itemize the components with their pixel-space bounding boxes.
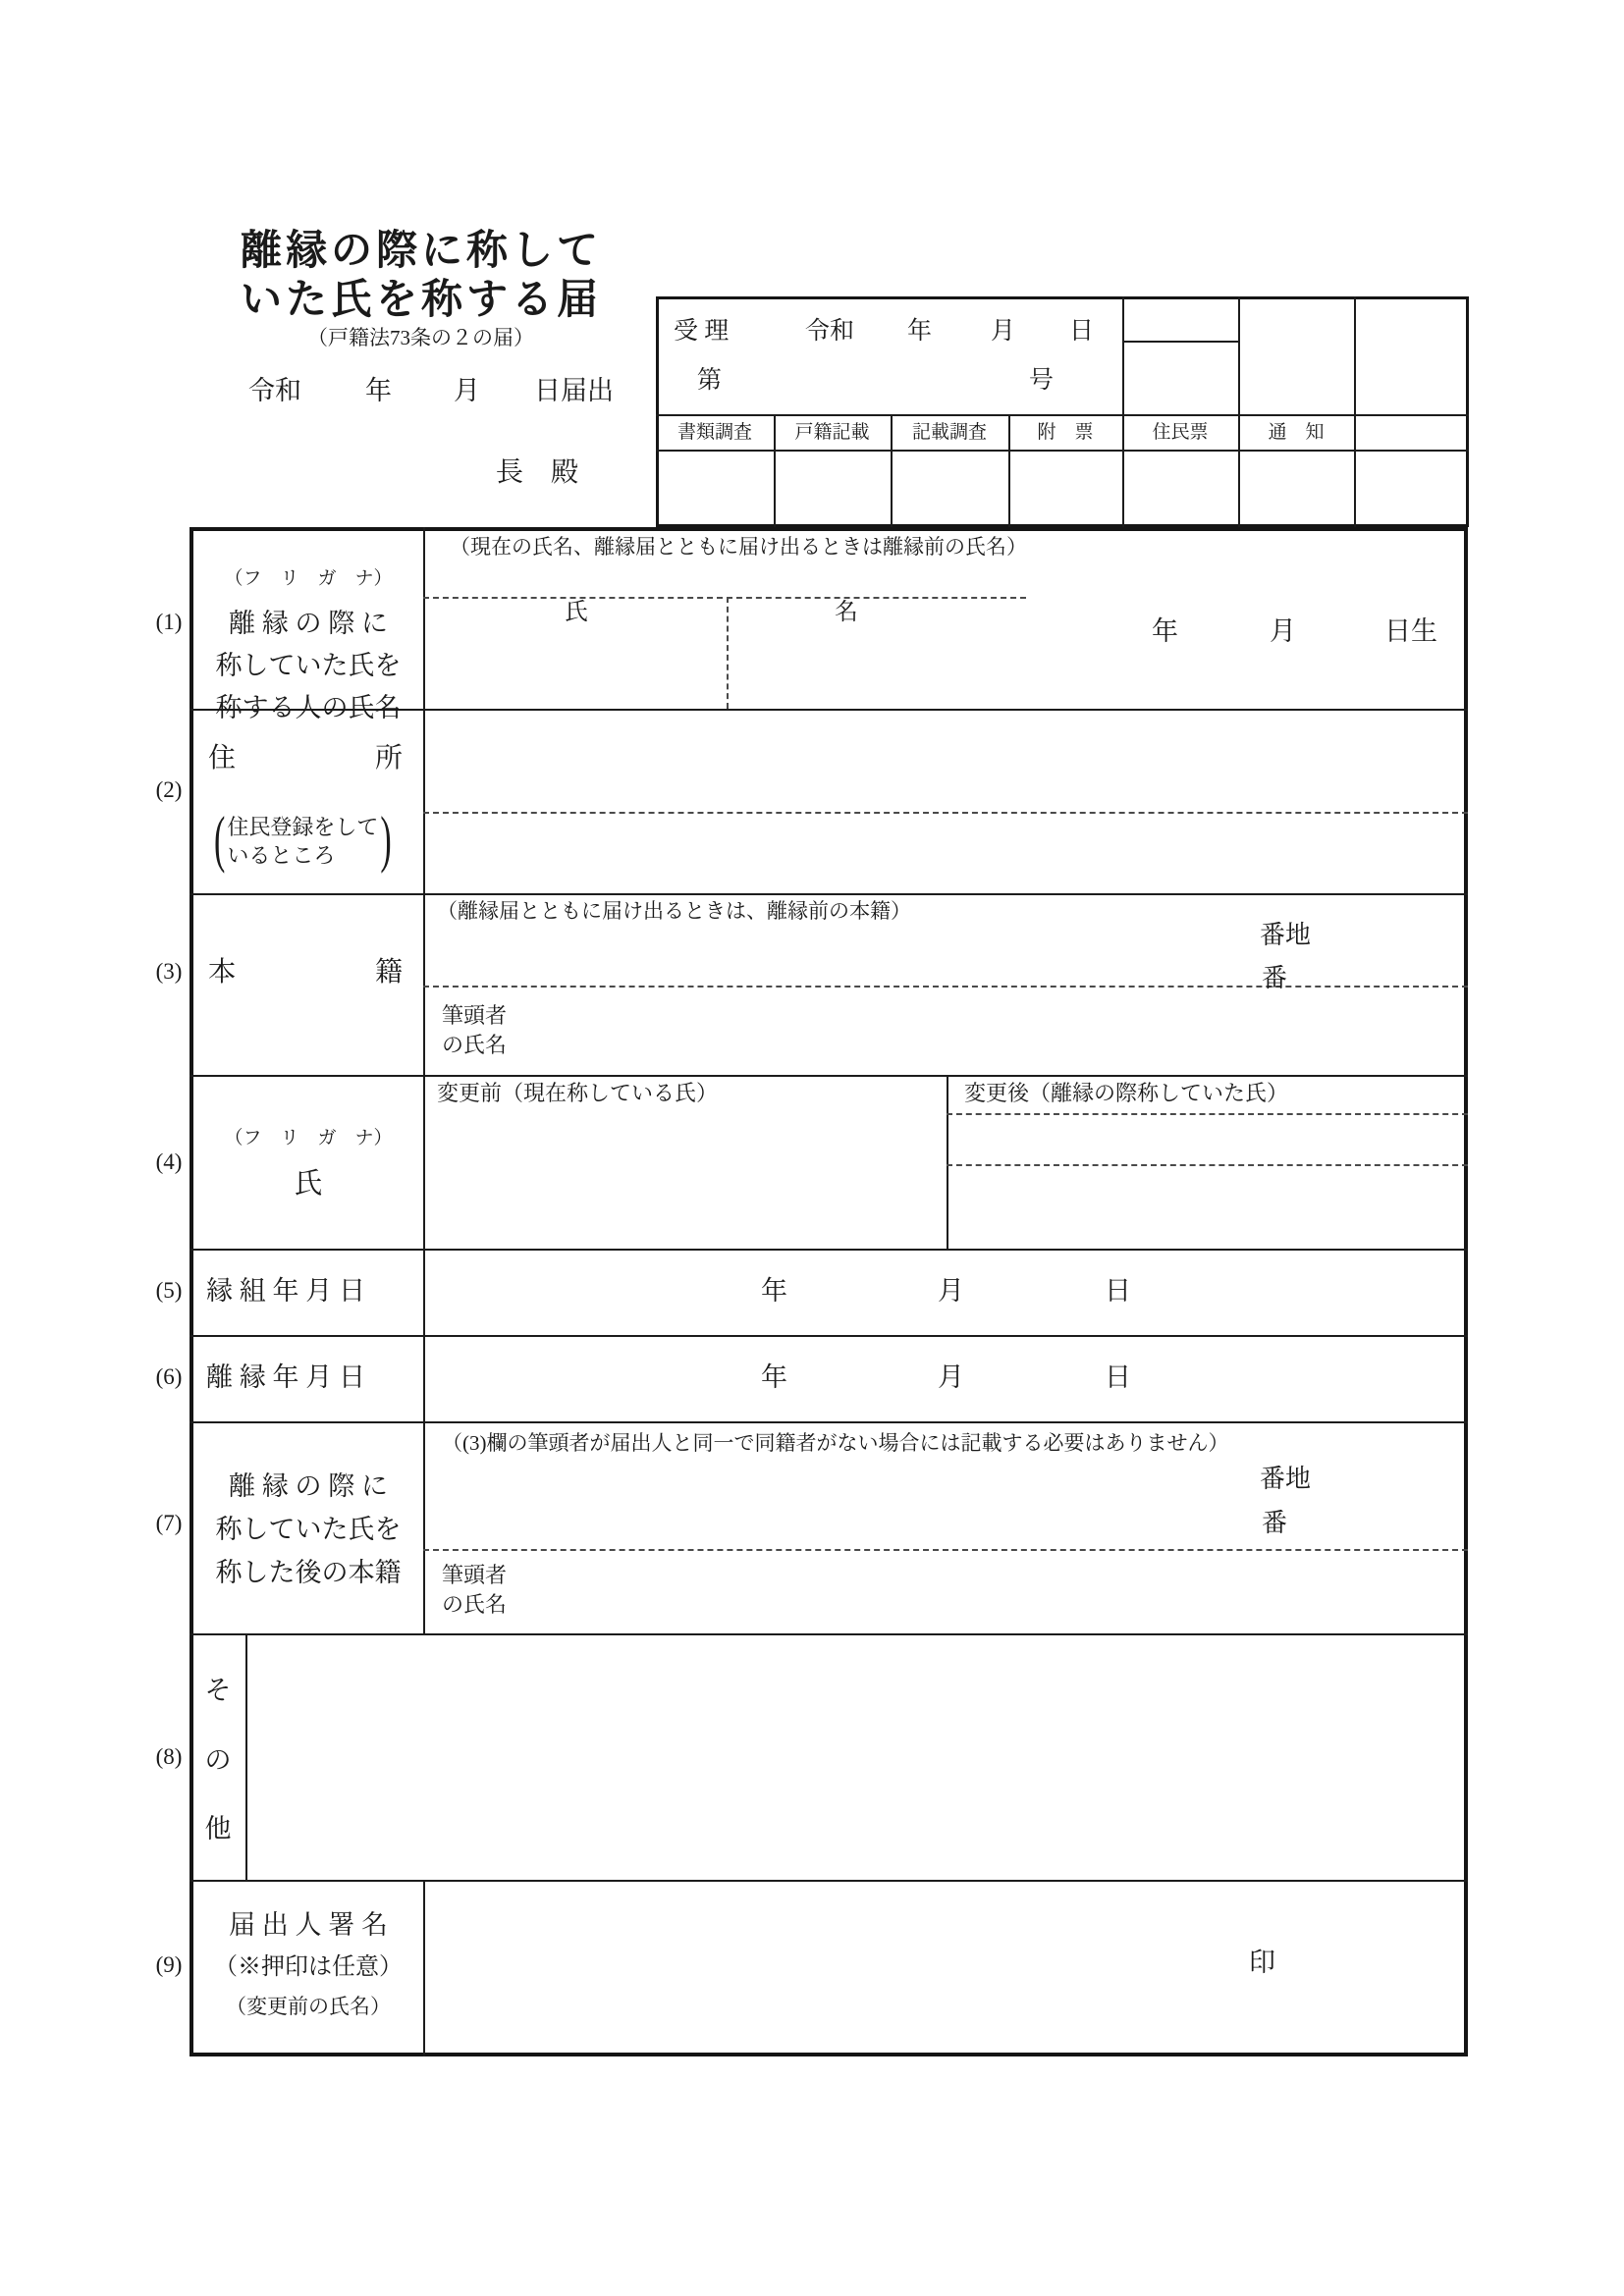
new-honseki-dashed-line (423, 1549, 1468, 1551)
row5-label: 縁 組 年 月 日 (206, 1276, 365, 1306)
birth-day-label: 日生 (1384, 616, 1437, 646)
given-name-field[interactable] (731, 628, 1026, 705)
honseki-dashed-line (423, 986, 1468, 988)
row3-ban-label: 番 (1262, 964, 1288, 992)
grid-line (189, 893, 1468, 895)
row7-ban-label: 番 (1262, 1509, 1288, 1537)
receipt-accept-label: 受 理 (674, 318, 730, 345)
seal-mark-label: 印 (1249, 1948, 1275, 1977)
grid-line (1122, 341, 1238, 343)
surname-before-field[interactable] (427, 1114, 943, 1242)
row7-note: （(3)欄の筆頭者が届出人と同一で同籍者がない場合には記載する必要はありません） (442, 1431, 1229, 1455)
furigana-label: （フ リ ガ ナ） (224, 1128, 393, 1148)
row7-label-line3: 称した後の本籍 (215, 1558, 402, 1587)
adoption-date-field[interactable] (427, 1253, 751, 1331)
row1-note: （現在の氏名、離縁届とともに届け出るときは離縁前の氏名） (450, 535, 1027, 559)
row-number-4: (4) (155, 1149, 183, 1174)
row1-label-line1: 離 縁 の 際 に (229, 609, 388, 638)
grid-line (1122, 296, 1124, 527)
paren-close: ) (380, 805, 392, 876)
row3-head-of-family-label (442, 1001, 507, 1060)
row-number-1: (1) (155, 610, 183, 634)
row-number-8: (8) (155, 1744, 183, 1769)
address-field[interactable] (427, 713, 1464, 889)
address-label-a: 住 (208, 743, 237, 774)
row-number-3: (3) (155, 959, 183, 984)
grid-line (189, 1880, 1468, 1882)
stamp-col-notice: 通 知 (1268, 422, 1325, 443)
receipt-number-suffix: 号 (1029, 367, 1055, 394)
row3-label-honseki (208, 950, 403, 989)
signature-label: 届 出 人 署 名 (229, 1910, 388, 1940)
row7-label-line1: 離 縁 の 際 に (229, 1471, 388, 1501)
name-split-dashed-line (423, 597, 1026, 599)
row7-head-of-family-label (442, 1561, 507, 1620)
new-head-of-family-field[interactable] (569, 1556, 1453, 1625)
row-number-6: (6) (155, 1364, 183, 1389)
grid-line (656, 450, 1469, 452)
date-month-label: 月 (454, 376, 480, 405)
row5-month-label: 月 (938, 1276, 964, 1306)
surname-given-dashed-divider (727, 597, 729, 709)
row7-label-line2: 称していた氏を (215, 1515, 402, 1544)
grid-line (1354, 296, 1356, 527)
birth-date-field[interactable] (1041, 604, 1149, 658)
row6-label: 離 縁 年 月 日 (206, 1362, 365, 1392)
head-of-family-field[interactable] (569, 996, 1453, 1065)
stamp-col-entry-check: 記載調査 (911, 422, 987, 443)
row3-note: （離縁届とともに届け出るときは、離縁前の本籍） (437, 899, 911, 923)
receipt-day-label: 日 (1069, 318, 1095, 345)
row-number-7: (7) (155, 1511, 183, 1535)
row1-label (193, 603, 423, 729)
grid-line (423, 527, 425, 1633)
furigana-label: （フ リ ガ ナ） (224, 568, 393, 589)
address-label-b: 所 (374, 743, 403, 774)
receipt-year-label: 年 (907, 318, 933, 345)
paren-open: ( (214, 805, 226, 876)
given-name-label: 名 (835, 600, 858, 625)
row6-year-label: 年 (761, 1362, 787, 1392)
row-number-2: (2) (155, 777, 183, 802)
grid-line (423, 1880, 425, 2056)
date-year-label: 年 (365, 376, 392, 405)
form-subtitle: （戸籍法73条の２の届） (307, 326, 534, 349)
stamp-col-fuhyo: 附 票 (1037, 422, 1094, 443)
grid-line (947, 1075, 948, 1249)
new-honseki-field[interactable] (427, 1468, 1252, 1541)
other-char-1: そ (204, 1676, 232, 1705)
grid-line (189, 1421, 1468, 1423)
form-title-line1: 離縁の際に称して (241, 227, 603, 273)
after-name-dashed-line (947, 1113, 1468, 1115)
honseki-label-b: 籍 (374, 957, 403, 988)
row-number-9: (9) (155, 1952, 183, 1977)
row6-day-label: 日 (1105, 1362, 1131, 1392)
name-before-change-label: （変更前の氏名） (226, 1995, 391, 2018)
receipt-era-label: 令和 (805, 318, 855, 345)
head-label-line1: 筆頭者 (442, 1563, 508, 1587)
row4-before-label: 変更前（現在称している氏） (437, 1081, 719, 1105)
form-title-line2: いた氏を称する届 (241, 276, 603, 322)
row4-after-label: 変更後（離縁の際称していた氏） (964, 1081, 1289, 1105)
honseki-label-a: 本 (208, 957, 237, 988)
row5-day-label: 日 (1105, 1276, 1131, 1306)
grid-line (189, 1249, 1468, 1251)
receipt-box (656, 296, 1469, 527)
surname-field[interactable] (427, 628, 722, 705)
honseki-field[interactable] (427, 928, 1252, 982)
row1-label-line2: 称していた氏を (215, 651, 402, 680)
surname-label: 氏 (565, 600, 588, 625)
after-name-dashed-line (947, 1164, 1468, 1166)
other-char-2: の (204, 1744, 232, 1775)
birth-month-label: 月 (1270, 616, 1296, 646)
grid-line (245, 1633, 247, 1880)
head-label-line2: の氏名 (442, 1592, 508, 1617)
row6-month-label: 月 (938, 1362, 964, 1392)
date-day-label: 日届出 (534, 376, 614, 405)
date-era-label: 令和 (248, 376, 301, 405)
birth-year-label: 年 (1152, 616, 1178, 646)
addressee-mayor: 長 殿 (496, 457, 579, 488)
signature-field[interactable] (427, 1886, 1232, 2053)
address-sublabel-line1: 住民登録をして (227, 815, 379, 839)
row1-label-line3: 称する人の氏名 (215, 693, 402, 722)
row8-label-other (195, 1669, 241, 1845)
head-label-line2: の氏名 (442, 1033, 508, 1057)
row3-banchi-label: 番地 (1260, 921, 1312, 949)
stamp-col-resident-card: 住民票 (1152, 422, 1209, 443)
other-char-3: 他 (204, 1814, 232, 1843)
row4-label-shi: 氏 (294, 1168, 323, 1200)
dissolution-date-field[interactable] (427, 1339, 751, 1417)
head-label-line1: 筆頭者 (442, 1003, 508, 1028)
stamp-col-koseki-entry: 戸籍記載 (794, 422, 870, 443)
stamp-col-document-check: 書類調査 (677, 422, 752, 443)
grid-line (189, 1633, 1468, 1635)
row2-label-address (208, 736, 403, 775)
address-sublabel (212, 805, 394, 876)
row-number-5: (5) (155, 1278, 183, 1303)
grid-line (1238, 296, 1240, 527)
row5-year-label: 年 (761, 1276, 787, 1306)
grid-line (189, 1075, 1468, 1077)
form-title (241, 226, 602, 324)
receipt-month-label: 月 (991, 318, 1016, 345)
address-sublabel-line2: いるところ (227, 843, 336, 868)
row7-label (193, 1465, 423, 1594)
grid-line (656, 414, 1469, 416)
row7-banchi-label: 番地 (1260, 1465, 1312, 1493)
other-field[interactable] (249, 1637, 1464, 1876)
grid-line (189, 1335, 1468, 1337)
surname-after-field[interactable] (950, 1168, 1464, 1245)
seal-optional-label: （※押印は任意） (214, 1954, 403, 1980)
receipt-number-prefix: 第 (697, 367, 723, 394)
